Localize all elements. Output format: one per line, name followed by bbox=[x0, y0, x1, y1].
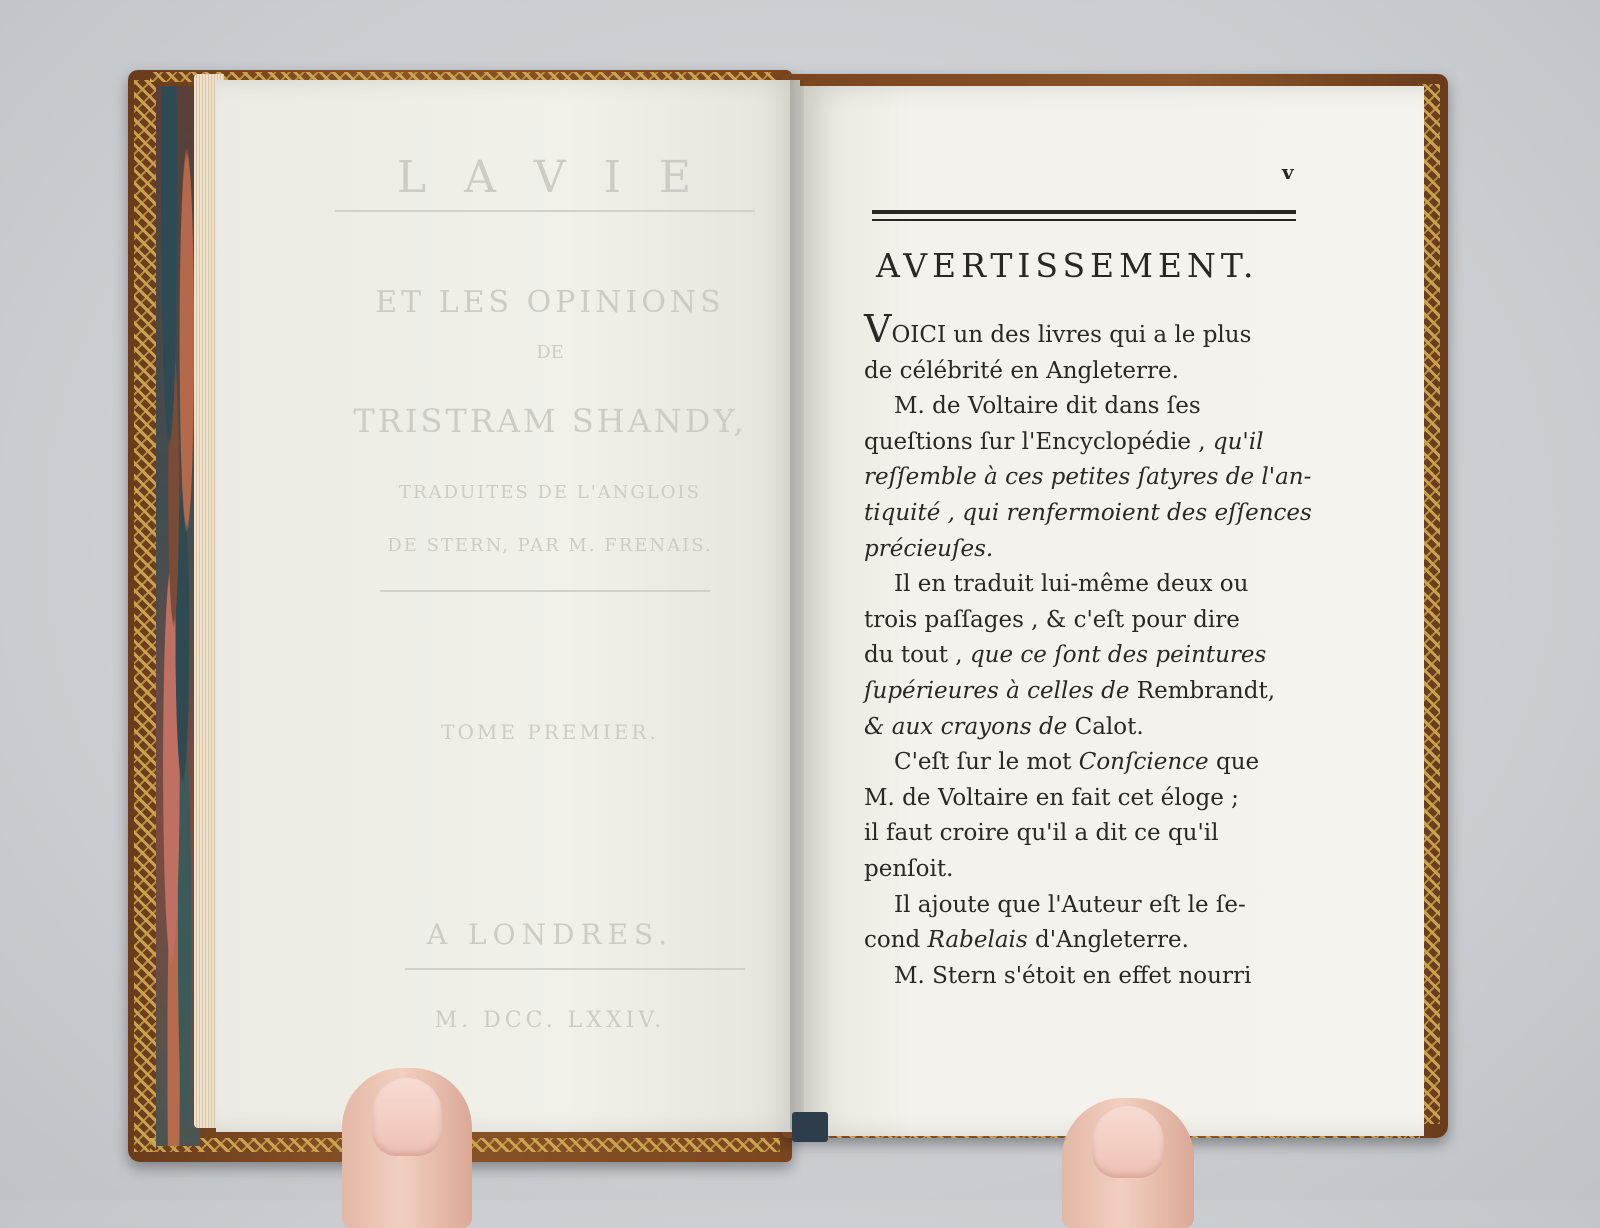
text-line bbox=[864, 674, 1304, 710]
italic-fragment: que ce ſont des peintures bbox=[969, 642, 1267, 669]
text-line bbox=[864, 710, 1304, 746]
ghost-text-line: L A V I E bbox=[396, 152, 704, 203]
ghost-text-line: DE STERN, PAR M. FRENAIS. bbox=[387, 535, 713, 556]
italic-line: précieuſes. bbox=[864, 535, 994, 562]
ghost-text-line: A LONDRES. bbox=[426, 918, 674, 951]
text-fragment: du tout , bbox=[864, 642, 963, 669]
italic-fragment: ſupérieures à celles de bbox=[864, 677, 1130, 704]
ghost-text-line: TRISTRAM SHANDY, bbox=[353, 402, 747, 440]
ghost-text-line: DE bbox=[536, 342, 564, 363]
italic-fragment: Rabelais bbox=[927, 927, 1028, 954]
body-text bbox=[864, 307, 1312, 994]
left-thumbnail bbox=[372, 1078, 442, 1156]
ghost-text-line: TOME PREMIER. bbox=[441, 720, 659, 744]
ghost-rule bbox=[335, 210, 755, 212]
header-rule-thin bbox=[872, 219, 1296, 221]
ghost-text-line: TRADUITES DE L'ANGLOIS bbox=[399, 482, 701, 503]
drop-cap: V bbox=[864, 307, 892, 351]
text-line: M. Stern s'étoit en effet nourri bbox=[894, 962, 1252, 989]
text-line bbox=[864, 425, 1304, 461]
text-line: Il ajoute que l'Auteur eſt le ſe- bbox=[894, 891, 1246, 918]
text-line: penſoit. bbox=[864, 855, 954, 882]
text-fragment: Calot. bbox=[1074, 713, 1144, 740]
italic-line: reſſemble à ces petites ſatyres de l'an- bbox=[864, 464, 1312, 491]
text-fragment: cond bbox=[864, 927, 921, 954]
text-line bbox=[864, 745, 1304, 781]
text-line: de célébrité en Angleterre. bbox=[864, 357, 1179, 384]
text-line: trois paſſages , & c'eſt pour dire bbox=[864, 606, 1240, 633]
right-thumbnail bbox=[1092, 1106, 1164, 1178]
ghost-rule bbox=[380, 590, 710, 592]
text-line: Il en traduit lui-même deux ou bbox=[894, 571, 1249, 598]
ghost-text-line: ET LES OPINIONS bbox=[375, 285, 725, 320]
italic-line: tiquité , qui renfermoient des eſſences bbox=[864, 499, 1312, 526]
left-page bbox=[216, 80, 800, 1132]
text-line: M. de Voltaire dit dans ſes bbox=[894, 393, 1201, 420]
header-rule bbox=[872, 210, 1296, 214]
text-line: il faut croire qu'il a dit ce qu'il bbox=[864, 820, 1219, 847]
italic-fragment: qu'il bbox=[1212, 428, 1264, 455]
text-fragment: Rembrandt, bbox=[1136, 677, 1276, 704]
text-fragment: C'eſt ſur le mot bbox=[894, 749, 1072, 776]
text-fragment: que bbox=[1215, 749, 1260, 776]
text-line: M. de Voltaire en fait cet éloge ; bbox=[864, 784, 1239, 811]
text-line bbox=[864, 307, 1304, 354]
text-line bbox=[864, 638, 1304, 674]
page-number: v bbox=[1282, 160, 1294, 184]
book-gutter bbox=[790, 80, 804, 1130]
italic-fragment: Conſcience bbox=[1078, 749, 1209, 776]
text-fragment: queſtions ſur l'Encyclopédie , bbox=[864, 428, 1206, 455]
spine-headband bbox=[792, 1112, 828, 1142]
gilt-border-left bbox=[134, 80, 156, 1152]
small-caps-word: OICI bbox=[891, 322, 947, 348]
section-heading: AVERTISSEMENT. bbox=[876, 246, 1259, 285]
text-fragment: un des livres qui a le plus bbox=[946, 322, 1252, 348]
italic-fragment: & aux crayons de bbox=[864, 713, 1068, 740]
text-fragment: d'Angleterre. bbox=[1035, 927, 1189, 954]
text-line bbox=[864, 923, 1304, 959]
ghost-text-line: M. DCC. LXXIV. bbox=[434, 1008, 666, 1033]
ghost-rule bbox=[405, 968, 745, 970]
